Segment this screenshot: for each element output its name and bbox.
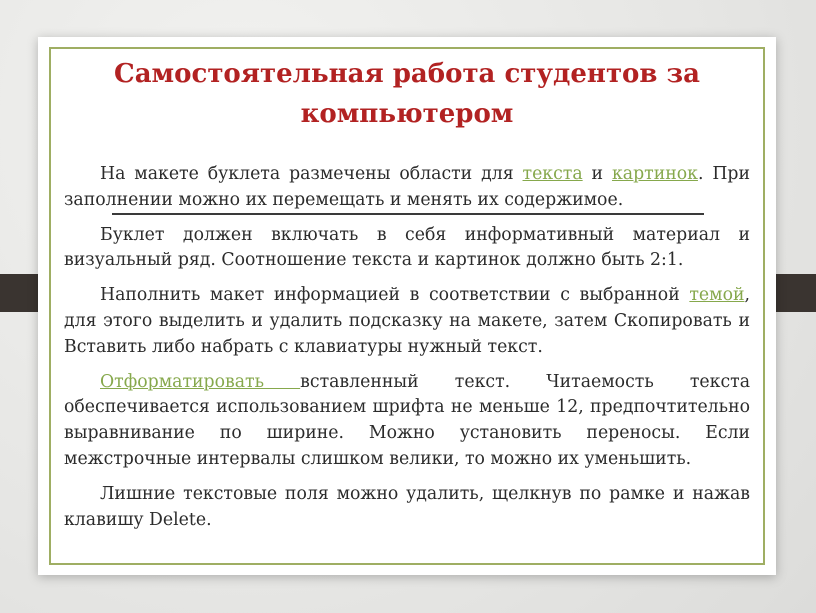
slide-content xyxy=(64,162,750,542)
p3-text-2: , для этого выделить и удалить подсказку на макете, затем Скопировать и Вставить либо набрать с клавиатуры нужный текст. xyxy=(64,285,750,357)
text-underline-rule xyxy=(112,213,704,215)
paragraph-5: Лишние текстовые поля можно удалить, щелкнув по рамке и нажав клавишу Delete. xyxy=(64,483,750,530)
paragraph-1 xyxy=(64,162,750,214)
link-text[interactable]: текста xyxy=(522,164,583,184)
p4-text-1: вставленный текст. Читаемость текста обеспечивается использованием шрифта не меньше 12, предпочтительно выравнивание по ширине. Можно установить переносы. Если межстрочные интервалы слишком велики, то можно их уменьшить. xyxy=(64,371,750,469)
p1-text-2: и xyxy=(582,164,612,184)
paragraph-4 xyxy=(64,370,750,473)
p3-text-1: Наполнить макет информацией в соответствии с выбранной xyxy=(100,285,690,306)
slide xyxy=(38,37,776,575)
p1-text-3: . При заполнении можно их перемещать и менять их содержимое. xyxy=(64,164,750,210)
title-line-2: компьютером xyxy=(300,99,514,129)
link-format[interactable]: Отформатировать xyxy=(100,371,301,392)
p1-text-1: На макете буклета размечены области для xyxy=(100,164,523,184)
slide-title xyxy=(58,54,756,134)
title-line-1: Самостоятельная работа студентов за xyxy=(114,59,700,89)
link-theme[interactable]: темой xyxy=(689,285,745,306)
link-pictures[interactable]: картинок xyxy=(611,164,698,184)
paragraph-2: Буклет должен включать в себя информативный материал и визуальный ряд. Соотношение текста и картинок должно быть 2:1. xyxy=(64,224,750,271)
paragraph-3 xyxy=(64,283,750,360)
